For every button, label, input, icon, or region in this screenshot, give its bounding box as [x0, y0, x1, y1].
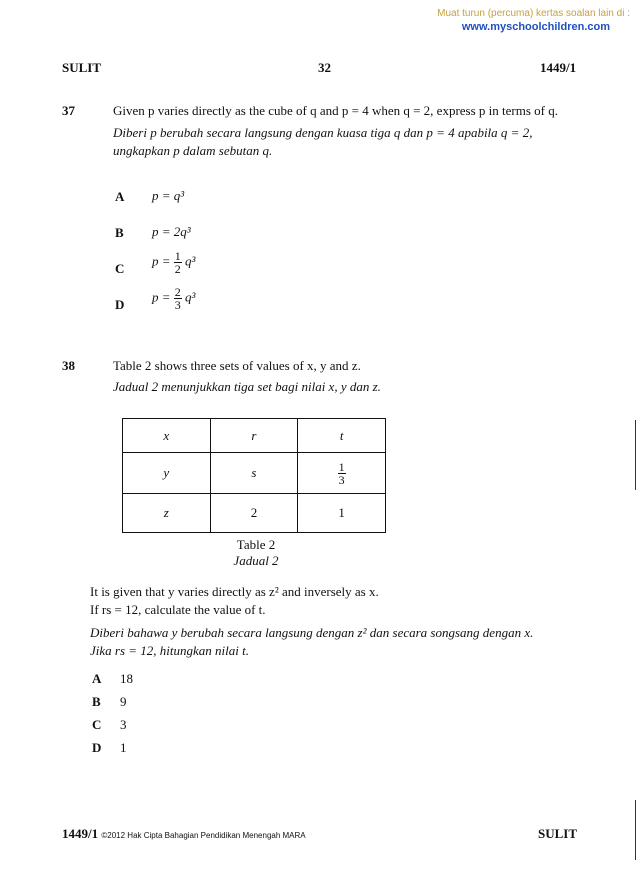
q37-option-b-expr: p = 2q³ [152, 224, 191, 239]
question-37-number: 37 [62, 103, 75, 118]
scan-edge-mark [635, 420, 636, 490]
footer-copyright: ©2012 Hak Cipta Bahagian Pendidikan Menengah MARA [101, 831, 306, 840]
fraction-numerator: 1 [174, 249, 181, 263]
q38-given-ms-1: Diberi bahawa y berubah secara langsung dengan z² dan secara songsang dengan x. [90, 625, 534, 640]
q38-option-a-value: 18 [120, 671, 133, 686]
table-cell: t [298, 419, 386, 453]
q38-given-en-2: If rs = 12, calculate the value of t. [90, 602, 266, 617]
q38-option-c-value: 3 [120, 717, 127, 732]
q37-option-d-lhs: p = [152, 289, 171, 305]
question-37-malay-1: Diberi p berubah secara langsung dengan kuasa tiga q dan p = 4 apabila q = 2, [113, 125, 533, 140]
fraction-numerator: 1 [338, 459, 345, 474]
question-37-english: Given p varies directly as the cube of q and p = 4 when q = 2, express p in terms of q. [113, 103, 558, 118]
table-cell: 2 [210, 494, 298, 533]
question-38-number: 38 [62, 358, 75, 373]
q37-option-c-lhs: p = [152, 253, 171, 269]
header-sulit: SULIT [62, 60, 102, 75]
q38-option-d-letter[interactable]: D [92, 740, 102, 755]
values-table [122, 418, 386, 533]
q37-option-a-expr: p = q³ [152, 188, 185, 203]
table-row [123, 494, 386, 533]
scan-edge-mark [635, 800, 636, 860]
table-caption-en: Table 2 [236, 537, 276, 552]
table-cell: s [210, 453, 298, 494]
table-row [123, 453, 386, 494]
q38-option-a-letter[interactable]: A [92, 671, 102, 686]
fraction-denominator: 3 [338, 472, 345, 487]
q37-option-b-letter[interactable]: B [115, 225, 124, 240]
q38-given-en-1: It is given that y varies directly as z² and inversely as x. [90, 584, 379, 599]
question-38-malay: Jadual 2 menunjukkan tiga set bagi nilai x, y dan z. [113, 379, 381, 394]
q37-option-c-fraction [174, 250, 182, 275]
q37-option-d-fraction [174, 286, 182, 311]
q38-option-c-letter[interactable]: C [92, 717, 102, 732]
question-37-malay-2: ungkapkan p dalam sebutan q. [113, 143, 273, 158]
q38-option-b-letter[interactable]: B [92, 694, 101, 709]
page-number: 32 [318, 60, 331, 75]
table-cell: x [123, 419, 211, 453]
fraction-numerator: 2 [174, 285, 181, 299]
watermark-text: Muat turun (percuma) kertas soalan lain di : [437, 8, 630, 19]
watermark-url[interactable]: www.myschoolchildren.com [461, 21, 610, 33]
table-cell: z [123, 494, 211, 533]
footer-sulit: SULIT [538, 826, 578, 841]
footer [62, 826, 306, 842]
fraction-denominator: 2 [174, 262, 181, 276]
paper-code: 1449/1 [540, 60, 577, 75]
q37-option-c-letter[interactable]: C [115, 261, 125, 276]
table-caption-ms: Jadual 2 [233, 553, 279, 568]
table-fraction [338, 461, 346, 486]
q38-option-d-value: 1 [120, 740, 127, 755]
q37-option-d-expr [152, 286, 195, 311]
q37-option-c-expr [152, 250, 195, 275]
q37-option-d-rhs: q³ [185, 289, 196, 305]
question-38-english: Table 2 shows three sets of values of x, y and z. [113, 358, 361, 373]
q38-option-b-value: 9 [120, 694, 127, 709]
q37-option-d-letter[interactable]: D [115, 297, 125, 312]
table-cell: y [123, 453, 211, 494]
fraction-denominator: 3 [174, 298, 181, 312]
q37-option-c-rhs: q³ [185, 253, 196, 269]
q37-option-a-letter[interactable]: A [115, 189, 125, 204]
q38-given-ms-2: Jika rs = 12, hitungkan nilai t. [90, 643, 249, 658]
table-cell: r [210, 419, 298, 453]
table-row [123, 419, 386, 453]
footer-code: 1449/1 [62, 826, 99, 841]
table-cell-fraction [298, 453, 386, 494]
table-cell: 1 [298, 494, 386, 533]
